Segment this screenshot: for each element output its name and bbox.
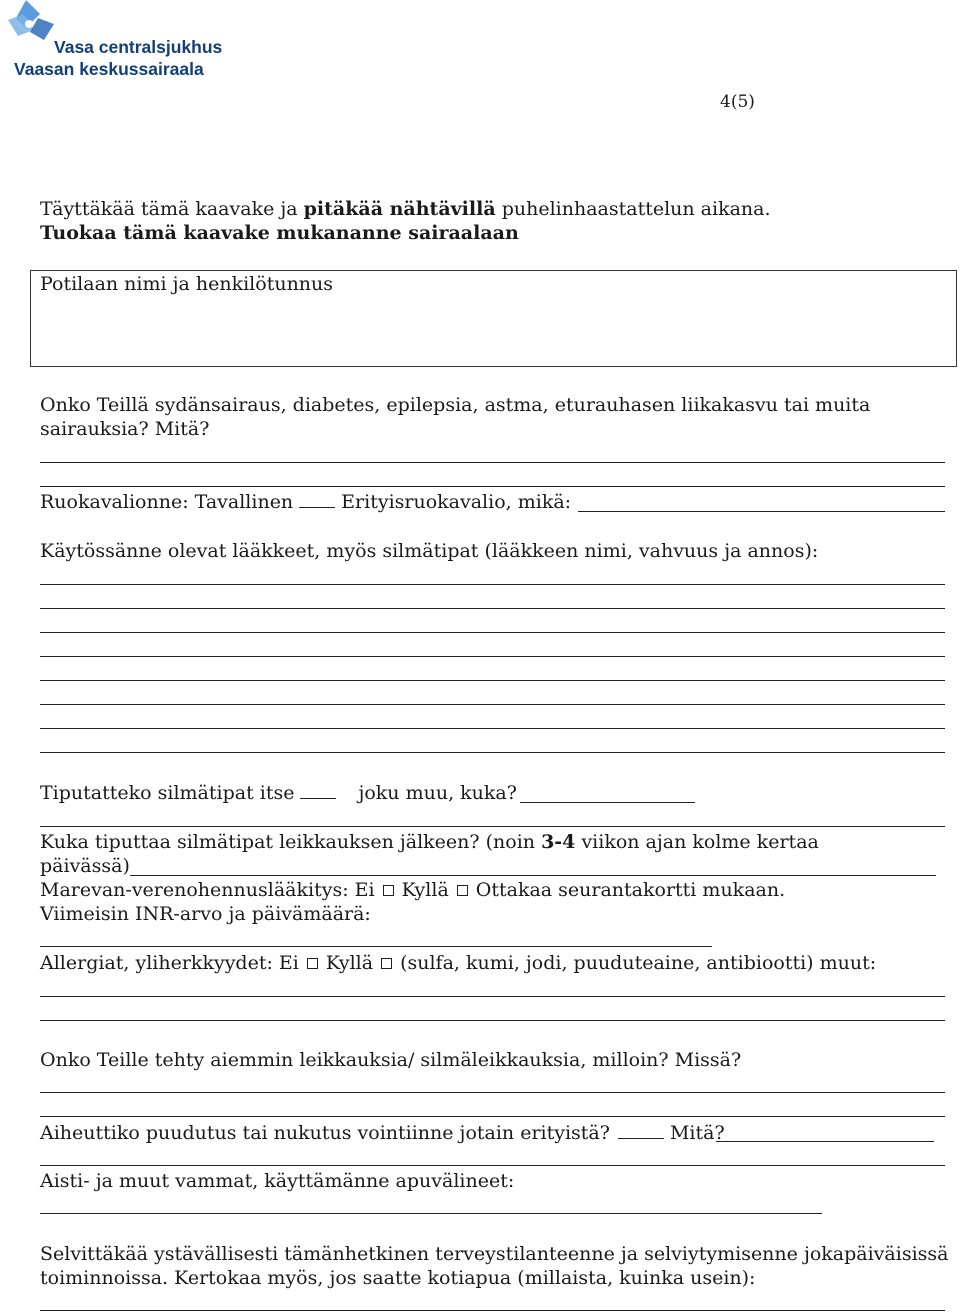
question-inr: Viimeisin INR-arvo ja päivämäärä: xyxy=(40,903,371,925)
question-health-line-2: toiminnoissa. Kertokaa myös, jos saatte kotiapua (millaista, kuinka usein): xyxy=(40,1267,756,1289)
answer-line[interactable] xyxy=(40,826,945,827)
marevan-yes-label: Kyllä xyxy=(401,879,449,901)
answer-line[interactable] xyxy=(40,608,945,609)
answer-line[interactable] xyxy=(40,462,945,463)
diet-special-answer-line[interactable] xyxy=(578,511,945,512)
question-illness-line-2: sairauksia? Mitä? xyxy=(40,418,210,440)
answer-line[interactable] xyxy=(40,1165,945,1166)
hospital-name-swedish: Vasa centralsjukhus xyxy=(54,37,223,57)
disabilities-answer-line[interactable] xyxy=(40,1213,822,1214)
anesthesia-what-answer-line[interactable] xyxy=(716,1141,934,1142)
question-illness-line-1: Onko Teillä sydänsairaus, diabetes, epilepsia, astma, eturauhasen liikakasvu tai muita xyxy=(40,394,871,416)
eyedrops-self-label: Tiputatteko silmätipat itse xyxy=(40,782,295,804)
intro-text-a: Täyttäkää tämä kaavake ja xyxy=(40,198,304,220)
intro-line-1 xyxy=(40,197,771,221)
answer-line[interactable] xyxy=(40,1092,945,1093)
hospital-name xyxy=(14,36,222,80)
eyedrops-self-blank[interactable] xyxy=(300,797,336,799)
eyedrops-other-answer-line[interactable] xyxy=(520,802,695,803)
answer-line[interactable] xyxy=(40,656,945,657)
intro-line-2: Tuokaa tämä kaavake mukananne sairaalaan xyxy=(40,222,519,244)
patient-info-label: Potilaan nimi ja henkilötunnus xyxy=(40,273,334,295)
question-disabilities: Aisti- ja muut vammat, käyttämänne apuvälineet: xyxy=(40,1170,515,1192)
question-prior-surgeries: Onko Teille tehty aiemmin leikkauksia/ silmäleikkauksia, milloin? Missä? xyxy=(40,1049,742,1071)
marevan-no-checkbox[interactable] xyxy=(383,885,394,896)
intro-text-b: puhelinhaastattelun aikana. xyxy=(495,198,771,220)
question-allergies xyxy=(40,951,876,975)
inr-answer-line[interactable] xyxy=(40,946,712,947)
anesthesia-label: Aiheuttiko puudutus tai nukutus vointiinne jotain erityistä? xyxy=(40,1122,610,1144)
answer-line[interactable] xyxy=(40,752,945,753)
answer-line[interactable] xyxy=(40,704,945,705)
question-health-line-1: Selvittäkää ystävällisesti tämänhetkinen terveystilanteenne ja selviytymisenne jokapäiväisissä xyxy=(40,1243,949,1265)
page-number: 4(5) xyxy=(720,92,755,112)
answer-line[interactable] xyxy=(40,1310,945,1311)
question-who-after-line-1 xyxy=(40,830,819,854)
marevan-bring-card: Ottakaa seurantakortti mukaan. xyxy=(475,879,786,901)
question-medicines: Käytössänne olevat lääkkeet, myös silmätipat (lääkkeen nimi, vahvuus ja annos): xyxy=(40,540,819,562)
who-after-weeks: 3-4 xyxy=(541,831,576,853)
anesthesia-what-label: Mitä? xyxy=(669,1122,725,1144)
question-who-after-line-2: päivässä) xyxy=(40,855,130,877)
who-after-text-b: viikon ajan kolme kertaa xyxy=(575,831,819,853)
hospital-name-finnish: Vaasan keskussairaala xyxy=(14,59,204,79)
diet-normal-label: Ruokavalionne: Tavallinen xyxy=(40,491,294,513)
question-marevan xyxy=(40,878,785,902)
marevan-yes-checkbox[interactable] xyxy=(457,885,468,896)
anesthesia-answer-blank[interactable] xyxy=(618,1137,664,1139)
answer-line[interactable] xyxy=(40,632,945,633)
marevan-label: Marevan-verenohennuslääkitys: Ei xyxy=(40,879,375,901)
allergies-yes-label: Kyllä xyxy=(325,952,374,974)
who-after-text-a: Kuka tiputtaa silmätipat leikkauksen jälkeen? (noin xyxy=(40,831,542,853)
diet-special-label: Erityisruokavalio, mikä: xyxy=(341,491,572,513)
answer-line[interactable] xyxy=(40,486,945,487)
allergies-examples: (sulfa, kumi, jodi, puuduteaine, antibiootti) muut: xyxy=(400,952,877,974)
answer-line[interactable] xyxy=(40,996,945,997)
question-diet xyxy=(40,490,571,514)
answer-line[interactable] xyxy=(40,728,945,729)
eyedrops-other-label: joku muu, kuka? xyxy=(358,782,517,804)
question-anesthesia xyxy=(40,1121,725,1145)
who-after-answer-line[interactable] xyxy=(130,875,936,876)
answer-line[interactable] xyxy=(40,1116,945,1117)
answer-line[interactable] xyxy=(40,1020,945,1021)
answer-line[interactable] xyxy=(40,584,945,585)
question-eyedrops xyxy=(40,781,517,805)
allergies-label: Allergiat, yliherkkyydet: Ei xyxy=(40,952,299,974)
patient-info-field[interactable] xyxy=(30,270,957,367)
diet-normal-blank[interactable] xyxy=(299,506,335,508)
allergies-yes-checkbox[interactable] xyxy=(381,958,392,969)
answer-line[interactable] xyxy=(40,680,945,681)
intro-text-bold: pitäkää nähtävillä xyxy=(303,198,496,220)
allergies-no-checkbox[interactable] xyxy=(307,958,318,969)
